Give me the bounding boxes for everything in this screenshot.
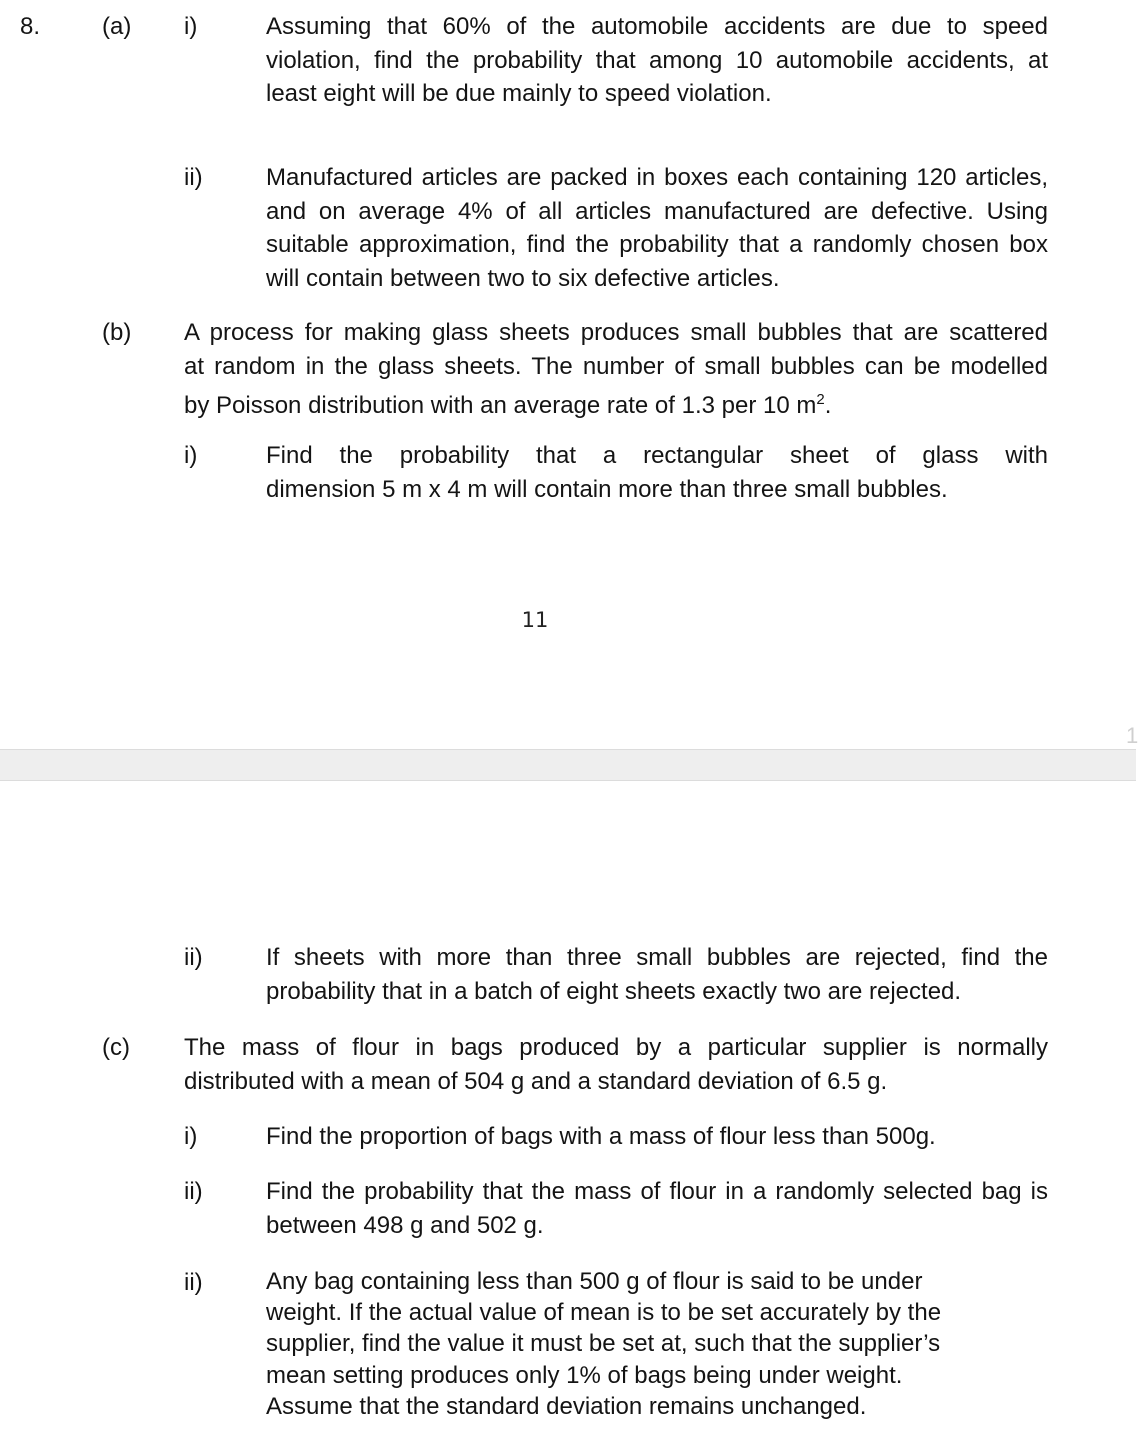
text-line: The mass of flour in bags produced by a particular supplier is normally	[184, 1034, 1048, 1061]
text-fragment: by Poisson distribution with an average rate of 1.3 per 10 m	[184, 392, 817, 419]
part-b-text	[184, 316, 1048, 423]
text-line: Assume that the standard deviation remains unchanged.	[266, 1392, 867, 1420]
page-break-gap	[0, 749, 1136, 781]
part-a-ii-label: ii)	[184, 164, 203, 191]
text-line: least eight will be due mainly to speed violation.	[266, 80, 772, 107]
part-c-ii-text	[266, 1175, 1048, 1242]
text-line: A process for making glass sheets produces small bubbles that are scattered	[184, 319, 1048, 346]
part-a-i-label: i)	[184, 13, 198, 40]
text-line	[184, 383, 1048, 423]
text-line: probability that in a batch of eight sheets exactly two are rejected.	[266, 977, 962, 1005]
superscript: 2	[816, 391, 825, 408]
part-c-i-text	[266, 1120, 1048, 1154]
text-line: If sheets with more than three small bubbles are rejected, find the	[266, 944, 1048, 971]
part-b-ii-label: ii)	[184, 944, 203, 971]
text-line: weight. If the actual value of mean is to be set accurately by the	[266, 1299, 942, 1327]
text-line: Any bag containing less than 500 g of flour is said to be under	[266, 1268, 923, 1295]
part-c-iii-label: ii)	[184, 1269, 203, 1296]
part-c-i-label: i)	[184, 1123, 198, 1150]
text-line: mean setting produces only 1% of bags being under weight.	[266, 1361, 903, 1389]
part-c-iii-text	[266, 1266, 1066, 1422]
part-c-ii-label: ii)	[184, 1178, 203, 1205]
part-a-label: (a)	[102, 13, 132, 40]
part-b-i-text	[266, 439, 1048, 506]
part-b-ii-text	[266, 941, 1048, 1008]
text-line: Find the probability that the mass of flour in a randomly selected bag is	[266, 1178, 1048, 1205]
text-line: Find the proportion of bags with a mass of flour less than 500g.	[266, 1123, 936, 1150]
text-line: dimension 5 m x 4 m will contain more than three small bubbles.	[266, 475, 948, 503]
text-line: at random in the glass sheets. The number of small bubbles can be modelled	[184, 352, 1048, 380]
text-line: Assuming that 60% of the automobile accidents are due to speed	[266, 13, 1048, 40]
text-line: supplier, find the value it must be set at, such that the supplier’s	[266, 1330, 941, 1358]
text-fragment: .	[824, 392, 832, 419]
part-a-i-text	[266, 10, 1048, 111]
edge-mark: 1	[1126, 723, 1138, 748]
text-line: between 498 g and 502 g.	[266, 1211, 544, 1239]
text-line: will contain between two to six defective articles.	[266, 264, 780, 292]
part-b-label: (b)	[102, 319, 132, 346]
text-line: and on average 4% of all articles manufactured are defective. Using	[266, 197, 1048, 225]
part-c-label: (c)	[102, 1034, 130, 1061]
part-a-ii-text	[266, 161, 1048, 295]
text-line: suitable approximation, find the probability that a randomly chosen box	[266, 231, 1048, 258]
text-line: distributed with a mean of 504 g and a standard deviation of 6.5 g.	[184, 1067, 888, 1095]
question-number: 8.	[20, 13, 41, 40]
part-c-text	[184, 1031, 1048, 1098]
page-number: 11	[521, 608, 549, 632]
text-line: Find the probability that a rectangular sheet of glass with	[266, 442, 1048, 469]
text-line: Manufactured articles are packed in boxes each containing 120 articles,	[266, 164, 1048, 191]
text-line: violation, find the probability that among 10 automobile accidents, at	[266, 46, 1048, 74]
part-b-i-label: i)	[184, 442, 198, 469]
